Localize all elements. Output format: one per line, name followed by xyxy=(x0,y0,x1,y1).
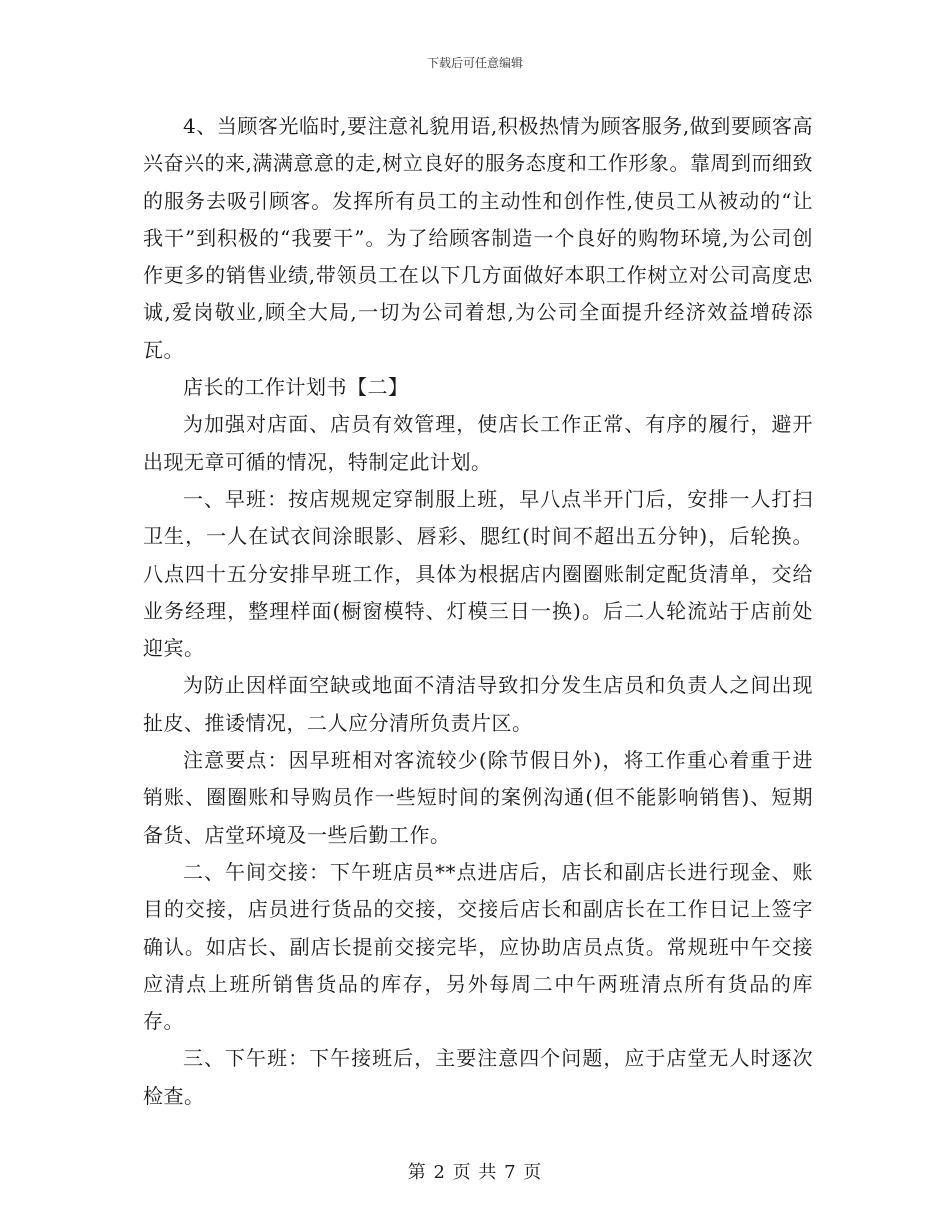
paragraph-key-points: 注意要点：因早班相对客流较少(除节假日外)，将工作重心着重于进销账、圈圈账和导购员作一些短时间的案例沟通(但不能影响销售)、短期备货、店堂环境及一些后勤工作。 xyxy=(143,748,813,847)
paragraph-afternoon-shift: 三、下午班：下午接班后，主要注意四个问题，应于店堂无人时逐次检查。 xyxy=(143,1046,813,1108)
document-body xyxy=(143,108,813,1115)
paragraph-1: 4、当顾客光临时,要注意礼貌用语,积极热情为顾客服务,做到要顾客高兴奋兴的来,满满意意的走,树立良好的服务态度和工作形象。靠周到而细致的服务去吸引顾客。发挥所有员工的主动性和创作性,使员工从被动的“让我干”到积极的“我要干”。为了给顾客制造一个良好的购物环境,为公司创作更多的销售业绩,带领员工在以下几方面做好本职工作树立对公司高度忠诚,爱岗敬业,顾全大局,一切为公司着想,为公司全面提升经济效益增砖添瓦。 xyxy=(143,114,813,362)
paragraph-noon-handover: 二、午间交接：下午班店员**点进店后，店长和副店长进行现金、账目的交接，店员进行货品的交接，交接后店长和副店长在工作日记上签字确认。如店长、副店长提前交接完毕，应协助店员点货。常规班中午交接应清点上班所销售货品的库存，另外每周二中午两班清点所有货品的库存。 xyxy=(143,859,813,1034)
section-heading: 店长的工作计划书【二】 xyxy=(183,375,409,400)
paragraph-intro: 为加强对店面、店员有效管理，使店长工作正常、有序的履行，避开出现无章可循的情况，特制定此计划。 xyxy=(143,412,813,474)
header-note: 下载后可任意编辑 xyxy=(426,56,523,70)
paragraph-morning-shift: 一、早班：按店规规定穿制服上班，早八点半开门后，安排一人打扫卫生，一人在试衣间涂眼影、唇彩、腮红(时间不超出五分钟)，后轮换。八点四十五分安排早班工作，具体为根据店内圈圈账制定配货清单，交给业务经理，整理样面(橱窗模特、灯模三日一换)。后二人轮流站于店前处迎宾。 xyxy=(143,486,813,661)
page-number: 第 2 页 共 7 页 xyxy=(407,1162,543,1183)
paragraph-prevention: 为防止因样面空缺或地面不清洁导致扣分发生店员和负责人之间出现扯皮、推诿情况，二人应分清所负责片区。 xyxy=(143,673,813,735)
